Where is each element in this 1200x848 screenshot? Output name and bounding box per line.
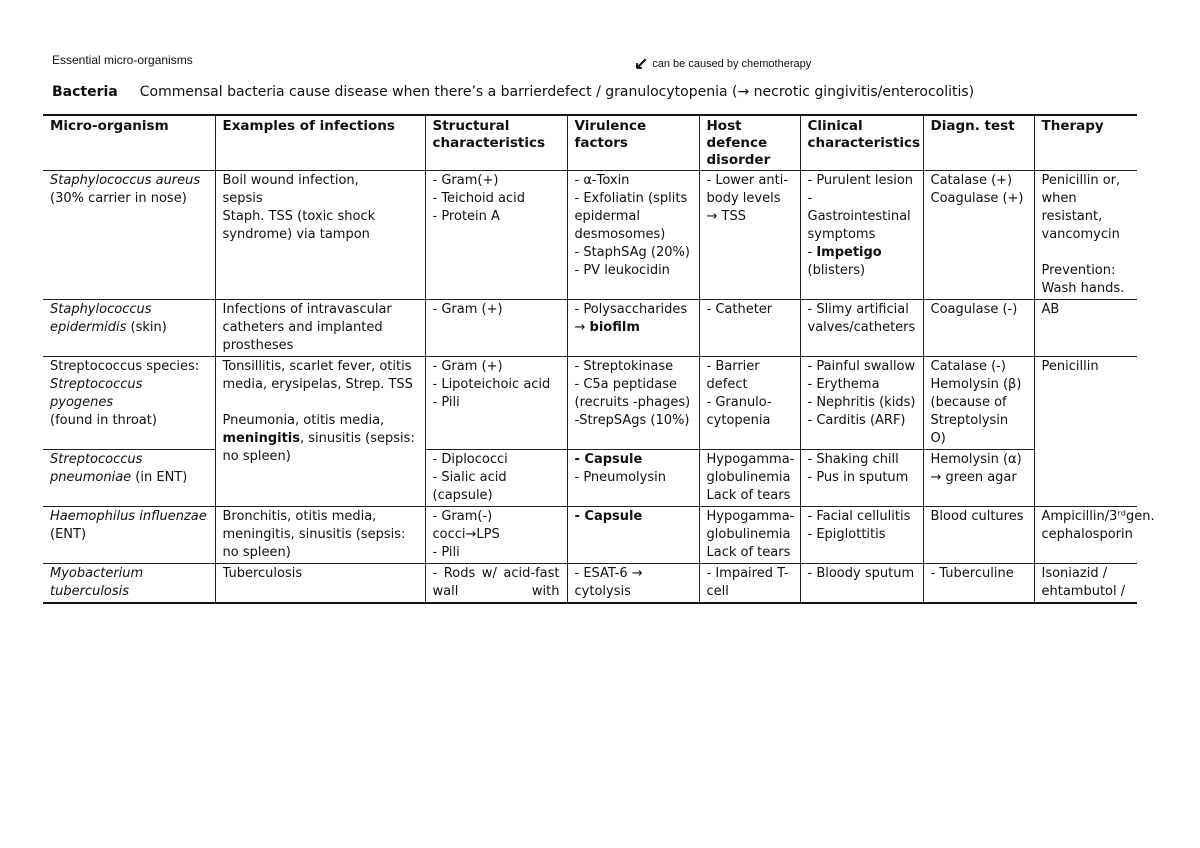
organism-name: Streptococcus pneumoniae xyxy=(50,452,143,485)
clinical-cell xyxy=(800,450,923,507)
host-cell: - Catheter xyxy=(699,300,800,357)
section-intro: Commensal bacteria cause disease when there’s a barrierdefect / granulocytopenia (→ necrotic gingivitis/enterocolitis) xyxy=(139,84,975,100)
virulence-cell xyxy=(567,564,699,604)
cell-line: Prevention: Wash hands. xyxy=(1041,263,1125,296)
organism-name: Staphylococcus aureus xyxy=(50,173,201,188)
header-examples: Examples of infections xyxy=(215,115,425,171)
structural-cell xyxy=(425,450,567,507)
header-micro-organism: Micro-organism xyxy=(43,115,215,171)
cell-line: - Barrier defect xyxy=(706,359,760,392)
cell-line: - Purulent lesion xyxy=(807,173,914,188)
table-row xyxy=(43,300,1137,357)
diagnostic-cell xyxy=(923,171,1034,300)
chemo-note xyxy=(634,54,812,73)
cell-line: - Sialic acid (capsule) xyxy=(432,470,507,503)
cell-line: - Streptokinase xyxy=(574,359,674,374)
organism-name: Streptococcus pyogenes xyxy=(50,377,143,410)
virulence-cell xyxy=(567,450,699,507)
micro-organism-table xyxy=(43,114,1155,604)
cell-line: - Pus in sputum xyxy=(807,470,909,485)
clinical-cell xyxy=(800,564,923,604)
cell-line: Lack of tears xyxy=(706,545,791,560)
diagnostic-cell xyxy=(923,564,1034,604)
cell-line: - Pili xyxy=(432,545,460,560)
organism-cell xyxy=(43,171,215,300)
cell-line: - Nephritis (kids) xyxy=(807,395,916,410)
infections-cell xyxy=(215,357,425,507)
structural-cell: - Gram (+) xyxy=(425,300,567,357)
cell-line: Isoniazid / ehtambutol / xyxy=(1041,566,1126,599)
organism-label: Streptococcus species: xyxy=(50,359,200,374)
cell-line: - Exfoliatin (splits epidermal desmosomes) xyxy=(574,191,688,242)
organism-name: Staphylococcus epidermidis xyxy=(50,302,152,335)
structural-cell xyxy=(425,564,567,604)
table-row xyxy=(43,564,1137,604)
therapy-cell: Penicillin xyxy=(1034,357,1137,507)
therapy-cell xyxy=(1034,171,1137,300)
cell-emphasis: Impetigo xyxy=(816,245,882,260)
clinical-cell: - Slimy artificial valves/catheters xyxy=(800,300,923,357)
cell-text: - xyxy=(807,245,817,260)
cell-line: Hypogamma-globulinemia xyxy=(706,509,795,542)
header-diagnostic: Diagn. test xyxy=(923,115,1034,171)
cell-line: Staph. TSS (toxic shock syndrome) via tampon xyxy=(222,209,376,242)
cell-line: Tuberculosis xyxy=(222,566,303,581)
cell-emphasis: - Capsule xyxy=(574,509,643,524)
cell-line: (blisters) xyxy=(807,263,866,278)
cell-line: - Lipoteichoic acid xyxy=(432,377,551,392)
structural-cell xyxy=(425,171,567,300)
virulence-cell xyxy=(567,171,699,300)
cell-line: - α-Toxin xyxy=(574,173,630,188)
organism-cell xyxy=(43,450,215,507)
cell-line xyxy=(223,412,418,466)
cell-line: - Gram (+) xyxy=(432,359,503,374)
cell-line: Boil wound infection, xyxy=(222,173,359,188)
organism-cell xyxy=(43,507,215,564)
infections-cell: Infections of intravascular catheters and implanted prostheses xyxy=(215,300,425,357)
table-row xyxy=(43,171,1137,300)
cell-line: - Tuberculine xyxy=(930,566,1014,581)
organism-cell xyxy=(43,357,215,450)
table-row xyxy=(43,357,1137,450)
cell-line xyxy=(575,451,692,469)
cell-text: - Polysaccharides xyxy=(574,302,688,317)
cell-line: Tonsillitis, scarlet fever, otitis media, erysipelas, Strep. TSS xyxy=(222,359,413,392)
cell-line: - Granulo-cytopenia xyxy=(706,395,772,428)
host-cell xyxy=(699,450,800,507)
chemo-note-text: can be caused by chemotherapy xyxy=(652,58,812,70)
cell-emphasis: biofilm xyxy=(589,320,640,335)
cell-line: - Gram(+) xyxy=(432,173,499,188)
cell-line: - Facial cellulitis xyxy=(807,509,911,524)
host-cell xyxy=(699,357,800,450)
organism-name: Haemophilus influenzae xyxy=(50,509,207,524)
virulence-cell xyxy=(567,507,699,564)
cell-line: Catalase (+) xyxy=(930,173,1013,188)
cell-line: - Lower anti-body levels → TSS xyxy=(706,173,789,224)
clinical-cell xyxy=(800,507,923,564)
virulence-cell xyxy=(567,300,699,357)
page-title: Essential micro-organisms xyxy=(52,53,193,67)
cell-line: - C5a peptidase (recruits -phages) xyxy=(574,377,691,410)
cell-line: - Rods w/ acid-fast wall with xyxy=(432,566,560,599)
header-clinical: Clinical characteristics xyxy=(800,115,923,171)
cell-line: - PV leukocidin xyxy=(574,263,670,278)
cell-line: Lack of tears xyxy=(706,488,791,503)
cell-line: - Painful swallow xyxy=(807,359,916,374)
infections-cell: Bronchitis, otitis media, meningitis, sinusitis (sepsis: no spleen) xyxy=(215,507,425,564)
infections-cell xyxy=(215,564,425,604)
cell-emphasis: - Capsule xyxy=(574,452,643,467)
structural-cell xyxy=(425,357,567,450)
section-header xyxy=(52,84,974,100)
header-structural: Structural characteristics xyxy=(425,115,567,171)
cell-text: , sinusitis (sepsis: no spleen) xyxy=(222,431,415,464)
arrow-right-icon: → xyxy=(574,320,586,335)
cell-line: Penicillin or, when resistant, vancomycin xyxy=(1041,173,1121,242)
therapy-cell: AB xyxy=(1034,300,1137,357)
cell-line: - Teichoid acid xyxy=(432,191,525,206)
diagnostic-cell: Coagulase (-) xyxy=(923,300,1034,357)
header-therapy: Therapy xyxy=(1034,115,1137,171)
table-row xyxy=(43,450,1137,507)
table-row xyxy=(43,507,1137,564)
organism-cell xyxy=(43,300,215,357)
cell-line: - Impaired T-cell xyxy=(706,566,789,599)
cell-line: - StaphSAg (20%) xyxy=(574,245,690,260)
header-host-defence: Host defence disorder xyxy=(699,115,800,171)
virulence-cell xyxy=(567,357,699,450)
diagnostic-cell: Hemolysin (α) → green agar xyxy=(923,450,1034,507)
table-header-row xyxy=(43,115,1137,171)
cell-line: sepsis xyxy=(222,191,263,206)
diagnostic-cell xyxy=(923,357,1034,450)
infections-cell xyxy=(215,171,425,300)
cell-line: - Bloody sputum xyxy=(807,566,915,581)
cell-line: - Pili xyxy=(432,395,460,410)
cell-line: - Shaking chill xyxy=(807,452,899,467)
cell-line: Hemolysin (β) (because of Streptolysin O) xyxy=(930,377,1022,446)
organism-name: Myobacterium tuberculosis xyxy=(50,566,144,599)
organism-note: (ENT) xyxy=(50,527,87,542)
cell-line: Coagulase (+) xyxy=(930,191,1024,206)
organism-note: (skin) xyxy=(126,320,167,335)
organism-cell xyxy=(43,564,215,604)
cell-line: Hypogamma-globulinemia xyxy=(706,452,795,485)
cell-emphasis: meningitis xyxy=(222,431,300,446)
therapy-cell xyxy=(1034,564,1137,604)
clinical-cell xyxy=(800,171,923,300)
cell-line: -StrepSAgs (10%) xyxy=(574,413,690,428)
cell-text: Pneumonia, otitis media, xyxy=(222,413,385,428)
host-cell xyxy=(699,171,800,300)
cell-line: Catalase (-) xyxy=(930,359,1006,374)
section-heading: Bacteria xyxy=(52,84,118,100)
cell-line: - Epiglottitis xyxy=(807,527,886,542)
host-cell xyxy=(699,564,800,604)
cell-line xyxy=(808,244,916,262)
diagnostic-cell: Blood cultures xyxy=(923,507,1034,564)
cell-line: - Carditis (ARF) xyxy=(807,413,906,428)
cell-line: - Diplococci xyxy=(432,452,508,467)
cell-line: - Erythema xyxy=(807,377,880,392)
cell-line: - Protein A xyxy=(432,209,500,224)
header-virulence: Virulence factors xyxy=(567,115,699,171)
structural-cell xyxy=(425,507,567,564)
therapy-cell: Ampicillin/3ʳᵈgen. cephalosporin xyxy=(1034,507,1137,564)
cell-line: - Gram(-) cocci→LPS xyxy=(432,509,500,542)
organism-note: (in ENT) xyxy=(131,470,188,485)
cell-line: - Pneumolysin xyxy=(574,470,666,485)
clinical-cell xyxy=(800,357,923,450)
organism-note: (30% carrier in nose) xyxy=(50,191,187,206)
arrow-down-left-icon: ↙ xyxy=(634,54,649,73)
organism-note: (found in throat) xyxy=(50,413,157,428)
host-cell xyxy=(699,507,800,564)
cell-line: - Gastrointestinal symptoms xyxy=(807,191,911,242)
cell-line: - ESAT-6 → cytolysis xyxy=(574,566,643,599)
